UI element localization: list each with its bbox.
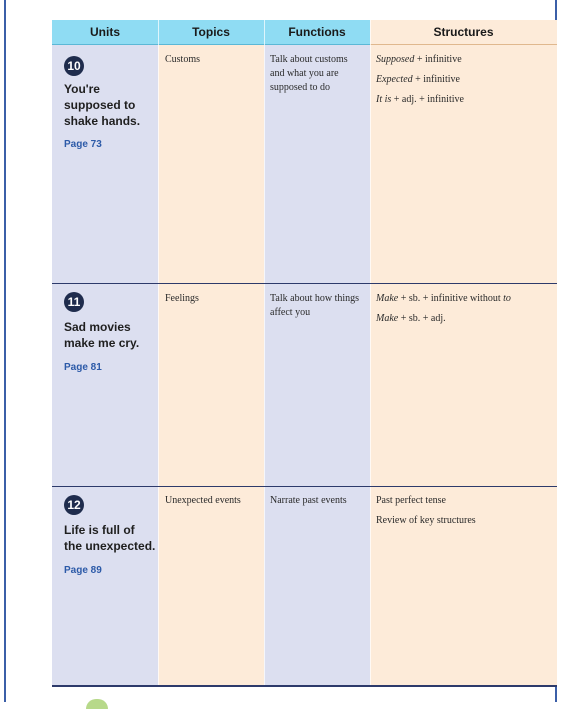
unit-title: You're supposed to shake hands. <box>64 82 141 128</box>
structures-cell <box>376 292 554 332</box>
function-cell: Talk about how things affect you <box>270 293 360 318</box>
topic-cell: Feelings <box>165 293 199 304</box>
function-cell: Narrate past events <box>270 495 347 506</box>
row-divider <box>52 283 557 284</box>
structures-cell <box>376 53 554 113</box>
topic-cell: Customs <box>165 54 201 65</box>
row-divider <box>52 486 557 487</box>
header-structures: Structures <box>370 20 557 45</box>
header-topics: Topics <box>158 20 264 45</box>
structure-item: Expected + infinitive <box>376 74 460 85</box>
table-bottom-rule <box>52 685 557 687</box>
structure-item: Make + sb. + adj. <box>376 313 446 324</box>
function-cell: Talk about customs and what you are supposed to do <box>270 54 348 93</box>
structure-item: Review of key structures <box>376 515 476 526</box>
unit-page-link[interactable]: Page 89 <box>64 565 102 576</box>
unit-page-link[interactable]: Page 73 <box>64 139 102 150</box>
page-frame-left <box>4 0 6 702</box>
topic-cell: Unexpected events <box>165 495 241 506</box>
unit-title: Sad movies make me cry. <box>64 320 140 350</box>
structure-item: It is + adj. + infinitive <box>376 94 464 105</box>
structures-cell <box>376 494 554 534</box>
functions-column <box>264 20 370 687</box>
unit-number-badge: 11 <box>64 292 84 312</box>
header-units: Units <box>52 20 158 45</box>
structure-item: Supposed + infinitive <box>376 54 462 65</box>
unit-page-link[interactable]: Page 81 <box>64 362 102 373</box>
unit-number-badge: 10 <box>64 56 84 76</box>
topics-column <box>158 20 264 687</box>
decorative-leaf-icon <box>86 699 108 709</box>
unit-title: Life is full of the unexpected. <box>64 523 156 553</box>
structure-item: Past perfect tense <box>376 495 446 506</box>
structures-column <box>370 20 557 687</box>
structure-item: Make + sb. + infinitive without to <box>376 293 511 304</box>
column-divider <box>370 20 371 687</box>
column-divider <box>264 20 265 687</box>
unit-number-badge: 12 <box>64 495 84 515</box>
syllabus-table <box>52 20 557 687</box>
header-functions: Functions <box>264 20 370 45</box>
